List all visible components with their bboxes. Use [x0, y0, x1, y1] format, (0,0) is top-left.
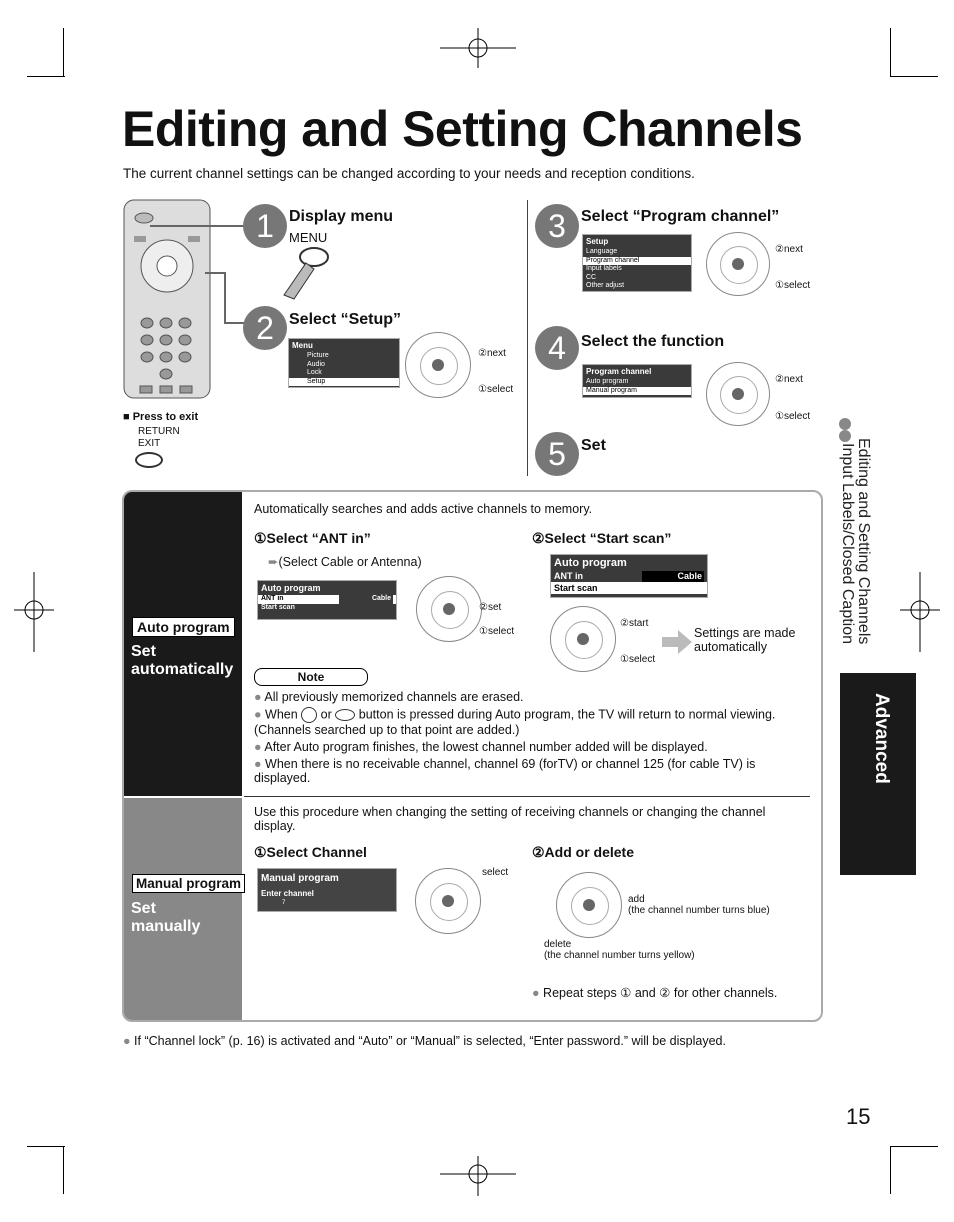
manual-sub1: ①Select Channel [254, 844, 367, 860]
next-label [775, 374, 803, 385]
step-4-title: Select the function [581, 333, 725, 350]
setup-list-header: Setup [586, 237, 609, 246]
manual-badge: Manual program [132, 874, 245, 893]
next-label [478, 348, 506, 359]
auto-sub1-note-text: (Select Cable or Antenna) [278, 555, 422, 569]
select-label [478, 384, 513, 395]
auto-heading-1: Set [131, 643, 156, 660]
setup-item-input-labels: Input labels [586, 265, 622, 272]
menu-header: Menu [292, 341, 313, 350]
footer-note [123, 1034, 726, 1048]
step-5-number: 5 [535, 432, 579, 476]
navigation-dial-icon [706, 362, 770, 426]
set-label [479, 602, 501, 613]
sidebar-title-1: Editing and Setting Channels [855, 438, 872, 645]
select-label [775, 411, 810, 422]
auto-notes [254, 690, 804, 785]
footer-text: If “Channel lock” (p. 16) is activated and “Auto” or “Manual” is selected, “Enter password.” will be displayed. [134, 1034, 726, 1048]
select-text: select [628, 654, 656, 665]
registration-mark-icon [440, 28, 516, 68]
next-label [775, 244, 803, 255]
select-label [479, 626, 514, 637]
repeat-text: Repeat steps ① and ② for other channels. [543, 986, 778, 1000]
navigation-dial-icon [706, 232, 770, 296]
arrow-right-icon [662, 630, 692, 654]
setup-item-other-adjust: Other adjust [586, 282, 625, 289]
auto-program-screen-2 [550, 554, 708, 598]
set-text: set [487, 602, 502, 613]
menu-key-label: MENU [289, 230, 328, 245]
auto-sub1-note [268, 554, 422, 569]
return-button-icon [335, 709, 355, 721]
circled-2: ② [478, 348, 487, 359]
manual-program-screen [257, 868, 397, 912]
next-text: next [783, 244, 803, 255]
ant-in-label: ANT in [261, 595, 284, 602]
circled-2: ② [775, 374, 784, 385]
auto-program-screen-1 [257, 580, 397, 620]
menu-item-audio: Audio [307, 360, 325, 368]
auto-program-header: Auto program [261, 583, 321, 593]
enter-channel-value: 7 [282, 899, 286, 906]
bullet-icon [839, 418, 851, 430]
auto-sub2: ②Select “Start scan” [532, 530, 672, 546]
enter-channel-label: Enter channel [261, 889, 314, 898]
setup-item-program-channel: Program channel [583, 257, 691, 266]
next-text: next [783, 374, 803, 385]
sidebar-title-2: Input Labels/Closed Caption [839, 443, 856, 645]
note-2-rest: button is pressed during Auto program, the TV will return to normal viewing. (Channels searched up to that point are added.) [254, 707, 776, 737]
auto-sub1: ①Select “ANT in” [254, 530, 371, 546]
program-channel-screen [582, 364, 692, 398]
hand-press-icon [276, 245, 336, 300]
auto-heading-2: automatically [131, 661, 234, 678]
cable-value: Cable [642, 571, 704, 582]
menu-item-picture: Picture [307, 352, 329, 359]
select-text: select [783, 411, 811, 422]
start-text: start [628, 618, 649, 629]
ok-button-icon [301, 707, 317, 723]
manual-heading-1: Set [131, 900, 156, 917]
advanced-label: Advanced [871, 693, 892, 784]
add-label: add [628, 894, 645, 905]
program-box [122, 490, 823, 1022]
setup-item-language: Language [586, 248, 618, 255]
press-to-exit-text: Press to exit [132, 411, 199, 423]
delete-note: (the channel number turns yellow) [544, 950, 695, 961]
navigation-dial-icon [415, 868, 481, 934]
intro-text: The current channel settings can be changed according to your needs and reception conditions. [123, 166, 695, 181]
repeat-steps [532, 985, 777, 1000]
setup-item-cc: CC [586, 273, 597, 281]
select-text: select [783, 280, 811, 291]
program-channel-header: Program channel [586, 367, 652, 376]
navigation-dial-icon [416, 576, 482, 642]
circled-2: ② [479, 602, 488, 613]
step-2-title: Select “Setup” [289, 311, 402, 328]
setup-menu-screen [288, 338, 400, 388]
step-3-number: 3 [535, 204, 579, 248]
circled-2: ② [775, 244, 784, 255]
delete-label: delete [544, 939, 572, 950]
step-1-number: 1 [243, 204, 287, 248]
registration-mark-icon [900, 572, 940, 652]
exit-key-label: EXIT [138, 438, 161, 449]
auto-badge: Auto program [132, 617, 235, 637]
circled-1: ① [775, 411, 784, 422]
next-text: next [486, 348, 506, 359]
connector-lines-icon [140, 218, 260, 328]
step-2-number: 2 [243, 306, 287, 350]
program-item-auto: Auto program [586, 378, 629, 385]
manual-sub2: ②Add or delete [532, 844, 635, 860]
circled-1: ① [479, 626, 488, 637]
ant-in-label: ANT in [554, 571, 583, 581]
step-5-title: Set [581, 437, 606, 454]
manual-description: Use this procedure when changing the setting of receiving channels or changing the channel display. [254, 805, 766, 833]
auto-description: Automatically searches and adds active channels to memory. [254, 502, 593, 516]
step-3-title: Select “Program channel” [581, 208, 780, 225]
circled-1: ① [775, 280, 784, 291]
page-number: 15 [846, 1104, 871, 1129]
manual-heading-2: manually [131, 918, 201, 935]
press-to-exit: ■ Press to exit [123, 411, 199, 423]
note-4: When there is no receivable channel, channel 69 (forTV) or channel 125 (for cable TV) is displayed. [254, 757, 756, 785]
start-scan-label: Start scan [261, 603, 295, 611]
menu-item-setup: Setup [289, 378, 399, 387]
bullet-icon: ● [254, 690, 262, 704]
select-text: select [486, 384, 514, 395]
bullet-icon: ● [254, 707, 262, 722]
navigation-dial-icon [556, 872, 622, 938]
navigation-dial-icon [550, 606, 616, 672]
step-1-title: Display menu [289, 208, 394, 225]
select-label [775, 280, 810, 291]
program-item-manual: Manual program [583, 387, 691, 396]
cable-value: Cable [339, 595, 393, 604]
bullet-icon: ● [532, 986, 540, 1000]
page-title: Editing and Setting Channels [122, 101, 803, 157]
select-label [620, 654, 655, 665]
circled-1: ① [478, 384, 487, 395]
manual-program-header: Manual program [261, 873, 339, 884]
bullet-icon: ● [254, 757, 262, 771]
note-2-when: When [265, 707, 298, 722]
menu-item-lock: Lock [307, 369, 322, 376]
return-key-label: RETURN [138, 426, 180, 437]
auto-result: Settings are made automatically [694, 626, 796, 654]
add-note: (the channel number turns blue) [628, 905, 770, 916]
registration-mark-icon [14, 572, 54, 652]
section-divider [244, 796, 810, 797]
setup-list-screen [582, 234, 692, 292]
select-text: select [487, 626, 515, 637]
start-scan-label: Start scan [551, 582, 707, 594]
advanced-tab [840, 673, 916, 875]
registration-mark-icon [440, 1156, 516, 1196]
note-3: After Auto program finishes, the lowest channel number added will be displayed. [264, 740, 708, 754]
note-1: All previously memorized channels are erased. [264, 690, 524, 704]
bullet-icon: ● [123, 1034, 131, 1048]
manual-select-label: select [482, 867, 509, 878]
note-label: Note [254, 668, 368, 686]
circled-2: ② [620, 618, 629, 629]
bullet-icon [839, 430, 851, 442]
bullet-icon: ● [254, 740, 262, 754]
step-4-number: 4 [535, 326, 579, 370]
start-label [620, 618, 648, 629]
auto-program-header: Auto program [554, 557, 627, 569]
circled-1: ① [620, 654, 629, 665]
exit-button-icon [135, 452, 163, 468]
note-2-or: or [320, 707, 332, 722]
divider [527, 200, 528, 476]
arrow-right-icon: ➨ [268, 555, 279, 569]
navigation-dial-icon [405, 332, 471, 398]
